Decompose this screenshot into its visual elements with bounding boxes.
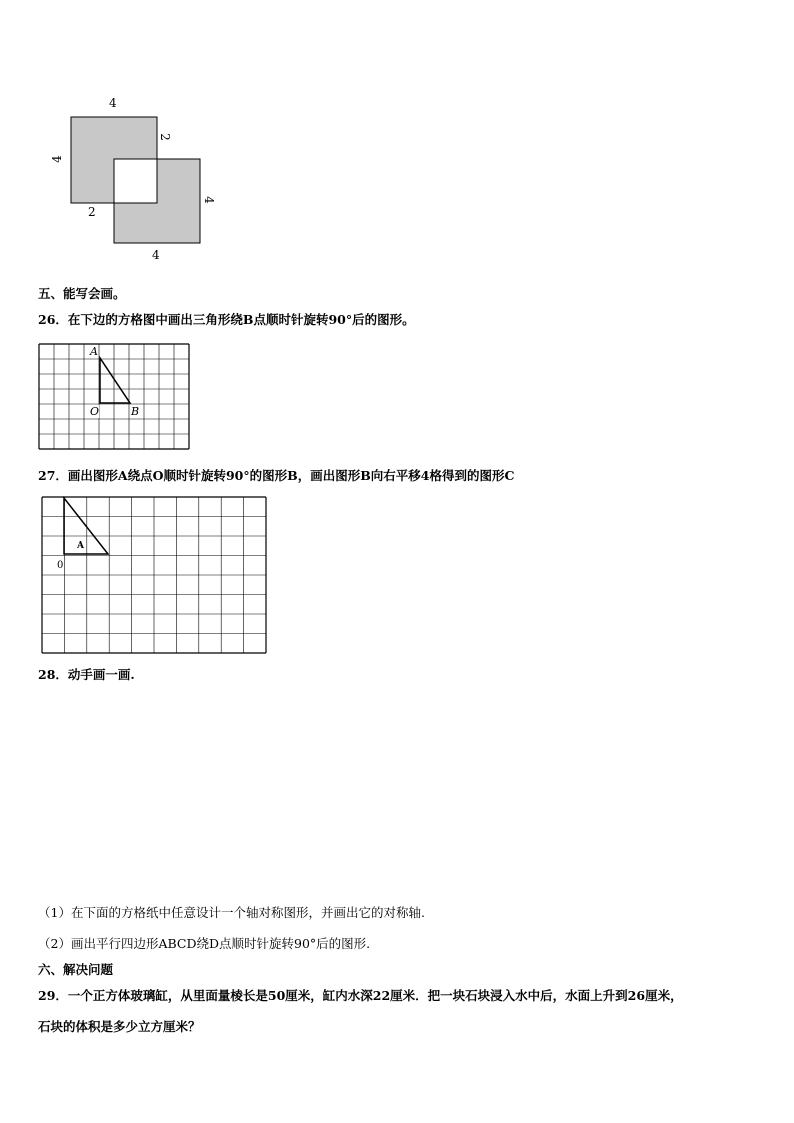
q27-grid [41,496,269,654]
q27-triangle-a [64,498,108,554]
q29-line2: 石块的体积是多少立方厘米？ [38,1019,201,1034]
q27-label-o: 0 [57,560,64,571]
section-6-title: 六、解决问题 [38,962,114,977]
q27-label-a: A [77,541,84,551]
overlap-squares-figure [40,95,240,270]
section-5-title: 五、能写会画。 [38,286,126,301]
dim-bottom: 4 [152,248,160,262]
q26-text: 26．在下边的方格图中画出三角形绕B点顺时针旋转90°后的图形。 [38,312,415,327]
q28-text: 28．动手画一画. [38,667,135,682]
dim-top: 4 [109,96,117,110]
dim-bottom-left-small: 2 [88,205,96,219]
dim-right: 4 [201,196,216,204]
q26-label-a: A [90,345,98,358]
q26-label-o: O [90,405,100,418]
q26-grid [38,343,194,453]
q28-part2: （2）画出平行四边形ABCD绕D点顺时针旋转90°后的图形. [38,936,371,951]
dim-right-small: 2 [157,133,172,141]
q29-line1: 29．一个正方体玻璃缸，从里面量棱长是50厘米，缸内水深22厘米．把一块石块浸入水中后，水面上升到26厘米， [38,988,683,1003]
q26-triangle [100,358,130,403]
q28-part1: （1）在下面的方格纸中任意设计一个轴对称图形，并画出它的对称轴. [38,905,425,920]
dim-left: 4 [49,155,64,163]
q26-label-b: B [131,405,140,418]
q27-text: 27．画出图形A绕点O顺时针旋转90°的图形B，画出图形B向右平移4格得到的图形C [38,468,515,483]
overlap-square [114,159,157,203]
